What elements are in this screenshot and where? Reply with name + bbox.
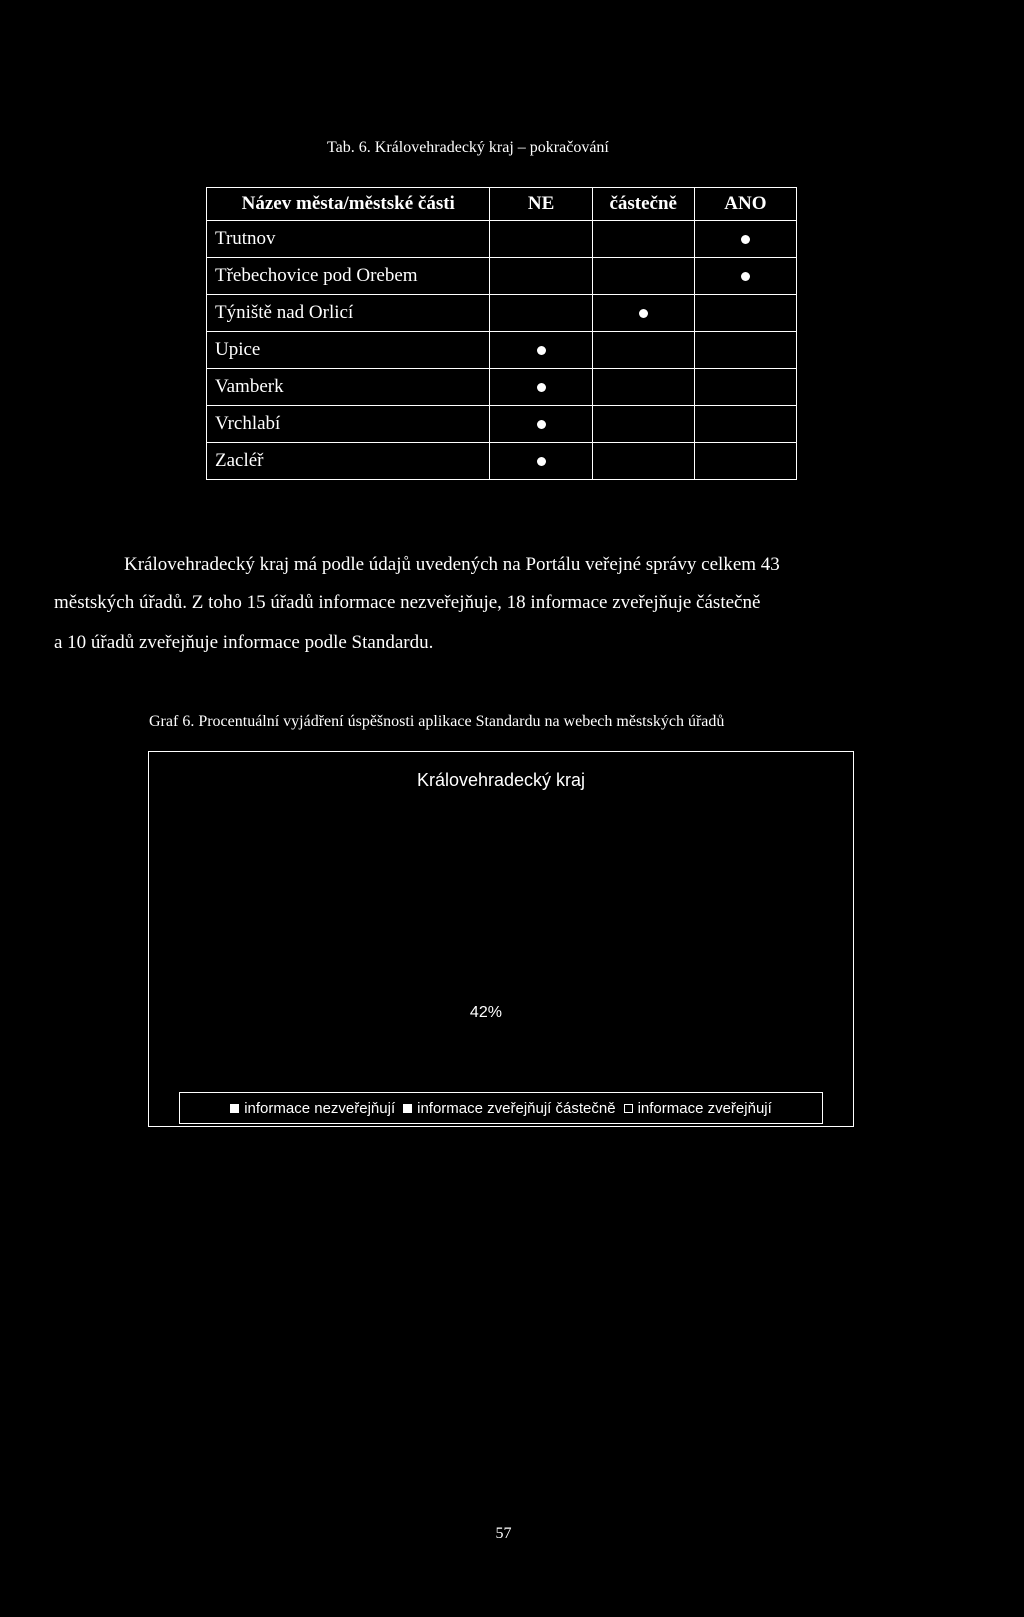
mark-cell xyxy=(694,221,796,258)
bullet-dot-icon xyxy=(741,272,750,281)
mark-cell xyxy=(694,258,796,295)
table-body xyxy=(207,221,797,480)
header-ne: NE xyxy=(490,188,592,221)
pie-slice xyxy=(407,817,501,912)
pie-chart xyxy=(148,751,854,1127)
mark-cell xyxy=(694,332,796,369)
legend-item xyxy=(624,1100,772,1117)
mark-cell xyxy=(592,369,694,406)
mark-cell xyxy=(592,332,694,369)
header-city-name: Název města/městské části xyxy=(207,188,490,221)
header-castecne: částečně xyxy=(592,188,694,221)
table-row xyxy=(207,443,797,480)
city-name: Upice xyxy=(207,332,490,369)
legend-swatch-icon xyxy=(624,1104,633,1113)
pie-chart-svg xyxy=(149,752,853,1092)
table-row xyxy=(207,369,797,406)
paragraph-line-1: Královehradecký kraj má podle údajů uvedených na Portálu veřejné správy celkem 43 xyxy=(124,554,780,575)
table-header-row xyxy=(207,188,797,221)
paragraph-line-3: a 10 úřadů zveřejňuje informace podle Standardu. xyxy=(54,632,434,653)
table-row xyxy=(207,258,797,295)
mark-cell xyxy=(694,369,796,406)
legend-label: informace zveřejňují xyxy=(637,1099,772,1117)
city-name: Trutnov xyxy=(207,221,490,258)
header-ano: ANO xyxy=(694,188,796,221)
cities-table xyxy=(206,187,797,480)
page-number: 57 xyxy=(495,1525,512,1542)
bullet-dot-icon xyxy=(639,309,648,318)
legend-item xyxy=(403,1100,615,1117)
mark-cell xyxy=(694,295,796,332)
mark-cell xyxy=(592,443,694,480)
bullet-dot-icon xyxy=(741,235,750,244)
mark-cell xyxy=(592,295,694,332)
mark-cell xyxy=(490,295,592,332)
table-row xyxy=(207,406,797,443)
chart-legend xyxy=(179,1092,823,1124)
mark-cell xyxy=(490,258,592,295)
legend-label: informace zveřejňují částečně xyxy=(417,1099,616,1117)
table-row xyxy=(207,332,797,369)
graph-caption: Graf 6. Procentuální vyjádření úspěšnosti aplikace Standardu na webech městských úřadů xyxy=(149,713,725,730)
bullet-dot-icon xyxy=(537,383,546,392)
mark-cell xyxy=(490,369,592,406)
mark-cell xyxy=(592,258,694,295)
mark-cell xyxy=(490,406,592,443)
mark-cell xyxy=(490,443,592,480)
city-name: Týniště nad Orlicí xyxy=(207,295,490,332)
legend-item xyxy=(230,1100,395,1117)
chart-title: Královehradecký kraj xyxy=(416,770,586,790)
city-name: Vamberk xyxy=(207,369,490,406)
mark-cell xyxy=(694,443,796,480)
table-row xyxy=(207,295,797,332)
table-caption: Tab. 6. Královehradecký kraj – pokračování xyxy=(327,139,609,156)
bullet-dot-icon xyxy=(537,457,546,466)
mark-cell xyxy=(592,406,694,443)
paragraph-line-2: městských úřadů. Z toho 15 úřadů informace nezveřejňuje, 18 informace zveřejňuje částečně xyxy=(54,592,761,613)
mark-cell xyxy=(694,406,796,443)
mark-cell xyxy=(490,332,592,369)
legend-label: informace nezveřejňují xyxy=(244,1099,396,1117)
table-row xyxy=(207,221,797,258)
bullet-dot-icon xyxy=(537,420,546,429)
mark-cell xyxy=(592,221,694,258)
pie-slice-label: 42% xyxy=(469,1004,502,1021)
mark-cell xyxy=(490,221,592,258)
bullet-dot-icon xyxy=(537,346,546,355)
legend-swatch-icon xyxy=(403,1104,412,1113)
city-name: Zacléř xyxy=(207,443,490,480)
city-name: Třebechovice pod Orebem xyxy=(207,258,490,295)
city-name: Vrchlabí xyxy=(207,406,490,443)
legend-swatch-icon xyxy=(230,1104,239,1113)
